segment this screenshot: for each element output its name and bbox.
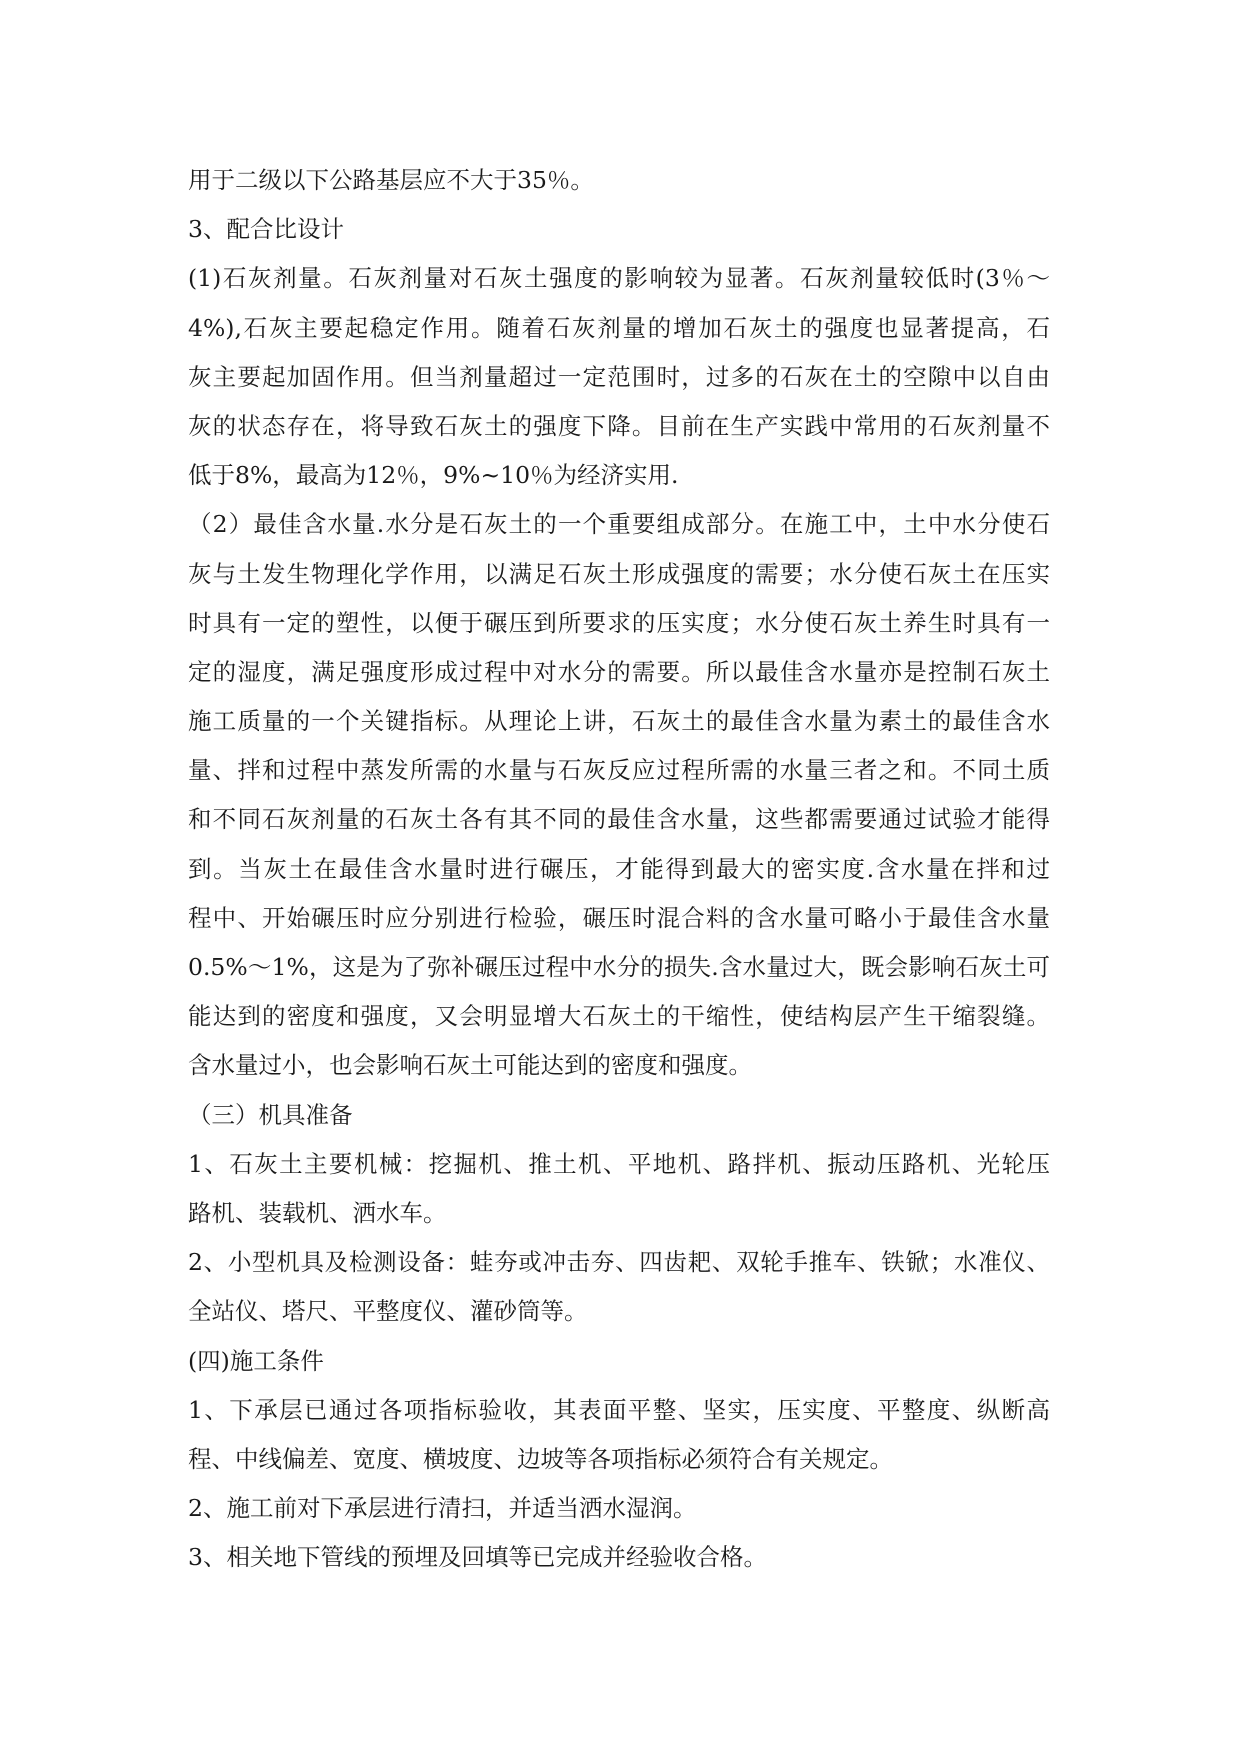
text-line: 用于二级以下公路基层应不大于35％。 xyxy=(188,166,594,194)
text-line: 量、拌和过程中蒸发所需的水量与石灰反应过程所需的水量三者之和。不同土质 xyxy=(188,756,1050,785)
text-line: 和不同石灰剂量的石灰土各有其不同的最佳含水量，这些都需要通过试验才能得 xyxy=(188,805,1050,834)
text-line: 时具有一定的塑性，以便于碾压到所要求的压实度；水分使石灰土养生时具有一 xyxy=(188,608,1050,637)
text-line: 1、石灰土主要机械：挖掘机、推土机、平地机、路拌机、振动压路机、光轮压 xyxy=(188,1149,1050,1178)
text-line: （2）最佳含水量.水分是石灰土的一个重要组成部分。在施工中，土中水分使石 xyxy=(188,510,1050,539)
text-line: 2、小型机具及检测设备：蛙夯或冲击夯、四齿耙、双轮手推车、铁锨；水准仪、 xyxy=(188,1248,1050,1277)
text-line: 4%),石灰主要起稳定作用。随着石灰剂量的增加石灰土的强度也显著提高，石 xyxy=(188,313,1050,342)
text-line: 低于8%，最高为12％，9%~10％为经济实用. xyxy=(188,461,679,490)
section-heading: （三）机具准备 xyxy=(188,1100,353,1129)
text-line: 1、下承层已通过各项指标验收，其表面平整、坚实，压实度、平整度、纵断高 xyxy=(188,1395,1050,1424)
text-line: 程中、开始碾压时应分别进行检验，碾压时混合料的含水量可略小于最佳含水量 xyxy=(188,903,1050,932)
text-line: 程、中线偏差、宽度、横坡度、边坡等各项指标必须符合有关规定。 xyxy=(188,1444,893,1473)
text-line: 含水量过小，也会影响石灰土可能达到的密度和强度。 xyxy=(188,1051,752,1080)
text-line: 全站仪、塔尺、平整度仪、灌砂筒等。 xyxy=(188,1297,588,1326)
text-line: 灰的状态存在，将导致石灰土的强度下降。目前在生产实践中常用的石灰剂量不 xyxy=(188,411,1050,440)
text-line: 2、施工前对下承层进行清扫，并适当洒水湿润。 xyxy=(188,1494,697,1523)
text-line: 0.5%～1%，这是为了弥补碾压过程中水分的损失.含水量过大，既会影响石灰土可 xyxy=(188,953,1050,981)
text-line: 3、相关地下管线的预埋及回填等已完成并经验收合格。 xyxy=(188,1543,767,1572)
text-line: 能达到的密度和强度，又会明显增大石灰土的干缩性，使结构层产生干缩裂缝。 xyxy=(188,1002,1050,1031)
text-line: 灰与土发生物理化学作用，以满足石灰土形成强度的需要；水分使石灰土在压实 xyxy=(188,559,1050,588)
text-line: 定的湿度，满足强度形成过程中对水分的需要。所以最佳含水量亦是控制石灰土 xyxy=(188,657,1050,686)
text-line: (1)石灰剂量。石灰剂量对石灰土强度的影响较为显著。石灰剂量较低时(3％～ xyxy=(188,264,1050,293)
document-body xyxy=(188,156,1050,1582)
text-line: 灰主要起加固作用。但当剂量超过一定范围时，过多的石灰在土的空隙中以自由 xyxy=(188,362,1050,391)
text-line: 路机、装载机、洒水车。 xyxy=(188,1198,447,1227)
section-heading: (四)施工条件 xyxy=(188,1346,324,1375)
section-heading: 3、配合比设计 xyxy=(188,215,344,244)
text-line: 到。当灰土在最佳含水量时进行碾压，才能得到最大的密实度.含水量在拌和过 xyxy=(188,854,1050,883)
text-line: 施工质量的一个关键指标。从理论上讲，石灰土的最佳含水量为素土的最佳含水 xyxy=(188,707,1050,736)
